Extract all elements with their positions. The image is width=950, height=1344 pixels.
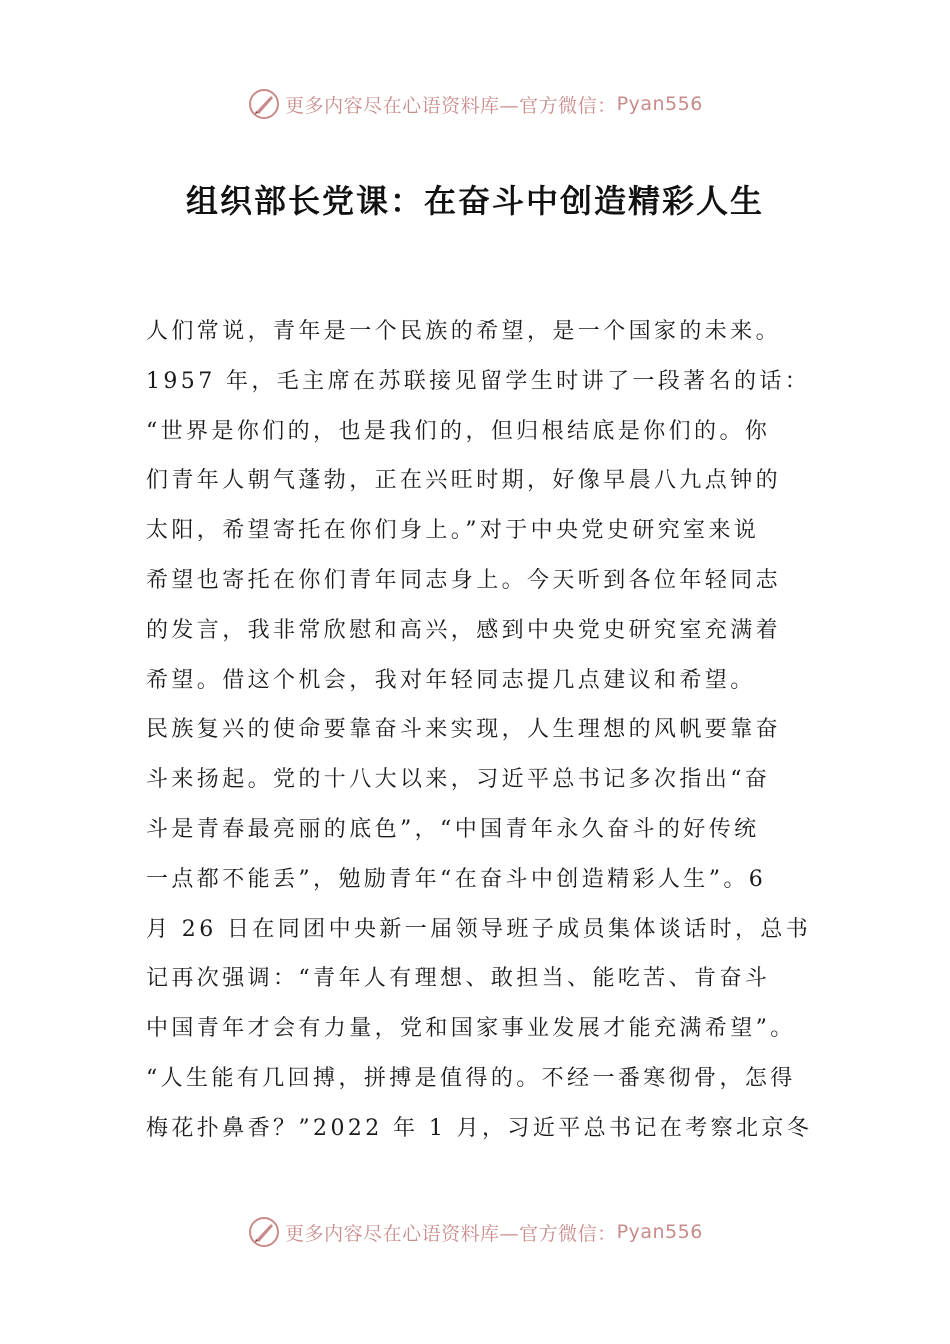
watermark-text: 更多内容尽在心语资料库—官方微信： [285, 1222, 617, 1245]
document-body [146, 307, 813, 1154]
body-line: 月 26 日在同团中央新一届领导班子成员集体谈话时，总书 [146, 916, 812, 942]
header-watermark [0, 84, 950, 124]
watermark-handle: Pyan556 [616, 1221, 703, 1243]
body-line: 1957 年，毛主席在苏联接见留学生时讲了一段著名的话： [146, 368, 811, 394]
watermark-handle: Pyan556 [616, 93, 703, 115]
body-line: 人们常说，青年是一个民族的希望，是一个国家的未来。 [146, 319, 782, 344]
footer-watermark [0, 1212, 950, 1252]
body-line: 们青年人朝气蓬勃，正在兴旺时期，好像早晨八九点钟的 [146, 468, 782, 494]
body-line: 中国青年才会有力量，党和国家事业发展才能充满希望”。 [146, 1016, 796, 1042]
body-line: 的发言，我非常欣慰和高兴，感到中央党史研究室充满着 [146, 617, 782, 643]
body-line: 记再次强调：“青年人有理想、敢担当、能吃苦、肯奋斗 [146, 966, 771, 992]
document-title: 组织部长党课：在奋斗中创造精彩人生 [185, 182, 764, 220]
body-line: “世界是你们的，也是我们的，但归根结底是你们的。你 [146, 418, 771, 444]
body-line: 太阳，希望寄托在你们身上。”对于中央党史研究室来说 [146, 518, 760, 544]
quill-logo-icon [247, 1215, 281, 1249]
watermark-text: 更多内容尽在心语资料库—官方微信： [285, 94, 617, 117]
body-line: 希望。借这个机会，我对年轻同志提几点建议和希望。 [146, 667, 756, 693]
body-line: 民族复兴的使命要靠奋斗来实现，人生理想的风帆要靠奋 [146, 717, 782, 743]
body-line: 梅花扑鼻香？”2022 年 1 月，习近平总书记在考察北京冬 [146, 1115, 813, 1141]
body-line: 斗是青春最亮丽的底色”，“中国青年永久奋斗的好传统 [146, 816, 760, 842]
quill-logo-icon [247, 87, 281, 121]
body-line: “人生能有几回搏，拼搏是值得的。不经一番寒彻骨，怎得 [146, 1065, 796, 1091]
body-line: 一点都不能丢”，勉励青年“在奋斗中创造精彩人生”。6 [146, 866, 767, 892]
body-line: 斗来扬起。党的十八大以来，习近平总书记多次指出“奋 [146, 767, 771, 793]
body-line: 希望也寄托在你们青年同志身上。今天听到各位年轻同志 [146, 567, 782, 593]
